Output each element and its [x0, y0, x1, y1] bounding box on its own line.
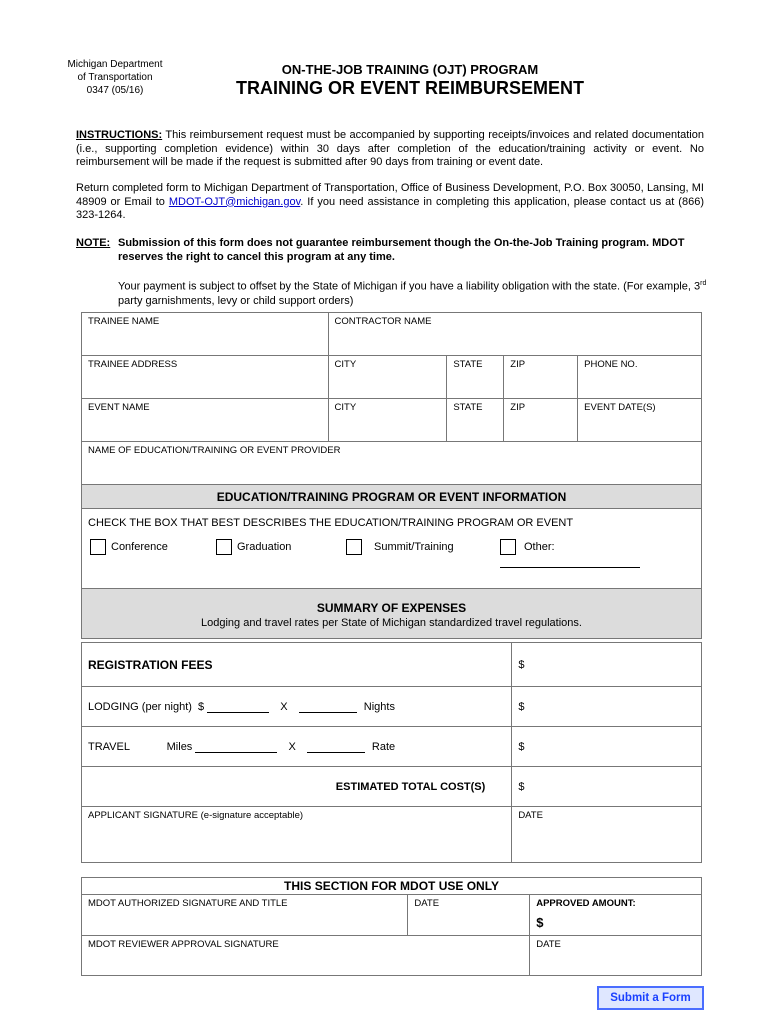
graduation-label: Graduation: [237, 540, 292, 553]
travel-amount[interactable]: $: [512, 727, 702, 767]
state-field[interactable]: STATE: [447, 356, 504, 399]
lodging-times: X: [280, 701, 288, 713]
mdot-use-table: [81, 877, 702, 976]
total-amount[interactable]: $: [512, 767, 702, 807]
registration-fees-amount[interactable]: $: [512, 643, 702, 687]
instructions-paragraph: [76, 129, 704, 170]
mdot-date-field[interactable]: DATE: [408, 895, 530, 936]
city-field[interactable]: CITY: [328, 356, 447, 399]
note-label: NOTE:: [76, 237, 111, 249]
lodging-label: LODGING (per night): [88, 701, 192, 713]
event-dates-field[interactable]: EVENT DATE(S): [578, 399, 702, 442]
return-paragraph: [76, 182, 704, 223]
checkbox-row: [88, 539, 695, 559]
summit-checkbox[interactable]: [346, 539, 362, 555]
event-city-field[interactable]: CITY: [328, 399, 447, 442]
dept-line-1: Michigan Department: [67, 59, 163, 70]
other-input[interactable]: [500, 555, 640, 568]
dept-line-2: of Transportation: [77, 72, 153, 83]
travel-row: [82, 727, 512, 767]
payment-text-1: Your payment is subject to offset by the State of Michigan if you have a liability obligation with the state. (For example, 3: [118, 280, 701, 293]
option-graduation[interactable]: [216, 539, 291, 555]
zip-field[interactable]: ZIP: [504, 356, 578, 399]
lodging-amount[interactable]: $: [512, 687, 702, 727]
program-type-cell: [82, 509, 702, 589]
conference-checkbox[interactable]: [90, 539, 106, 555]
approved-amount-cell[interactable]: [530, 895, 702, 936]
travel-times: X: [288, 741, 296, 753]
lodging-dollar: $: [198, 701, 205, 713]
expenses-heading: SUMMARY OF EXPENSES: [316, 601, 467, 615]
event-name-field[interactable]: EVENT NAME: [82, 399, 329, 442]
lodging-nights-input[interactable]: [299, 700, 357, 713]
mdot-heading: THIS SECTION FOR MDOT USE ONLY: [82, 878, 702, 895]
program-name: ON-THE-JOB TRAINING (OJT) PROGRAM: [281, 62, 539, 77]
registration-fees-label: REGISTRATION FEES: [82, 643, 512, 687]
applicant-signature-field[interactable]: APPLICANT SIGNATURE (e-signature acceptable): [82, 807, 512, 863]
conference-label: Conference: [111, 540, 168, 553]
approved-amount-dollar: $: [536, 915, 544, 930]
option-conference[interactable]: [90, 539, 168, 555]
trainee-address-field[interactable]: TRAINEE ADDRESS: [82, 356, 329, 399]
trainee-name-field[interactable]: TRAINEE NAME: [82, 313, 329, 356]
travel-rate-input[interactable]: [307, 740, 365, 753]
other-label: Other:: [524, 540, 555, 553]
submit-form-button[interactable]: Submit a Form: [597, 986, 704, 1010]
phone-field[interactable]: PHONE NO.: [578, 356, 702, 399]
option-other[interactable]: [500, 539, 695, 568]
provider-field[interactable]: NAME OF EDUCATION/TRAINING OR EVENT PROVIDER: [82, 442, 702, 485]
payment-offset-text: [118, 277, 708, 308]
payment-sup: rd: [700, 280, 707, 287]
miles-label: Miles: [166, 741, 193, 753]
expenses-table: [81, 642, 702, 863]
program-type-instruction: CHECK THE BOX THAT BEST DESCRIBES THE EDUCATION/TRAINING PROGRAM OR EVENT: [88, 517, 574, 529]
department-block: [60, 58, 170, 97]
total-label: ESTIMATED TOTAL COST(S): [82, 767, 512, 807]
option-summit[interactable]: [346, 539, 454, 555]
instructions-label: INSTRUCTIONS:: [76, 129, 163, 141]
instructions-text: This reimbursement request must be accompanied by supporting receipts/invoices and related documentation (i.e., supporting completion evidence) within 30 days after completion of the education/training activity or event. No reimbursement will be made if the request is submitted after 90 days from training or event date.: [76, 129, 704, 168]
form-title: TRAINING OR EVENT REIMBURSEMENT: [235, 78, 584, 98]
applicant-date-field[interactable]: DATE: [512, 807, 702, 863]
return-text-2: . If you need assistance in completing this application, please contact us at (866) 323-1264.: [76, 195, 704, 221]
lodging-rate-input[interactable]: [207, 700, 269, 713]
expenses-heading-cell: [82, 589, 702, 639]
trainee-info-table: [81, 312, 702, 639]
mdot-authorized-signature[interactable]: MDOT AUTHORIZED SIGNATURE AND TITLE: [82, 895, 408, 936]
contractor-name-field[interactable]: CONTRACTOR NAME: [328, 313, 701, 356]
summit-label: Summit/Training: [374, 540, 454, 553]
travel-label: TRAVEL: [88, 741, 130, 753]
return-text-1: Return completed form to Michigan Department of Transportation, Office of Business Development, P.O. Box 30050, Lansing, MI 48909 or Email to: [76, 182, 704, 208]
lodging-row: [82, 687, 512, 727]
other-checkbox[interactable]: [500, 539, 516, 555]
payment-text-2: party garnishments, levy or child support orders): [118, 294, 354, 307]
nights-label: Nights: [363, 701, 395, 713]
approved-amount-label: APPROVED AMOUNT:: [536, 898, 636, 909]
event-state-field[interactable]: STATE: [447, 399, 504, 442]
event-zip-field[interactable]: ZIP: [504, 399, 578, 442]
miles-input[interactable]: [195, 740, 277, 753]
mdot-reviewer-date[interactable]: DATE: [530, 936, 702, 976]
form-number: 0347 (05/16): [86, 85, 144, 96]
graduation-checkbox[interactable]: [216, 539, 232, 555]
rate-label: Rate: [371, 741, 396, 753]
email-link[interactable]: MDOT-OJT@michigan.gov: [168, 195, 301, 208]
mdot-reviewer-signature[interactable]: MDOT REVIEWER APPROVAL SIGNATURE: [82, 936, 530, 976]
program-info-heading: EDUCATION/TRAINING PROGRAM OR EVENT INFORMATION: [82, 485, 702, 509]
note-text: Submission of this form does not guarantee reimbursement though the On-the-Job Training program. MDOT reserves the right to cancel this program at any time.: [118, 237, 685, 263]
expenses-subheading: Lodging and travel rates per State of Michigan standardized travel regulations.: [201, 617, 582, 629]
